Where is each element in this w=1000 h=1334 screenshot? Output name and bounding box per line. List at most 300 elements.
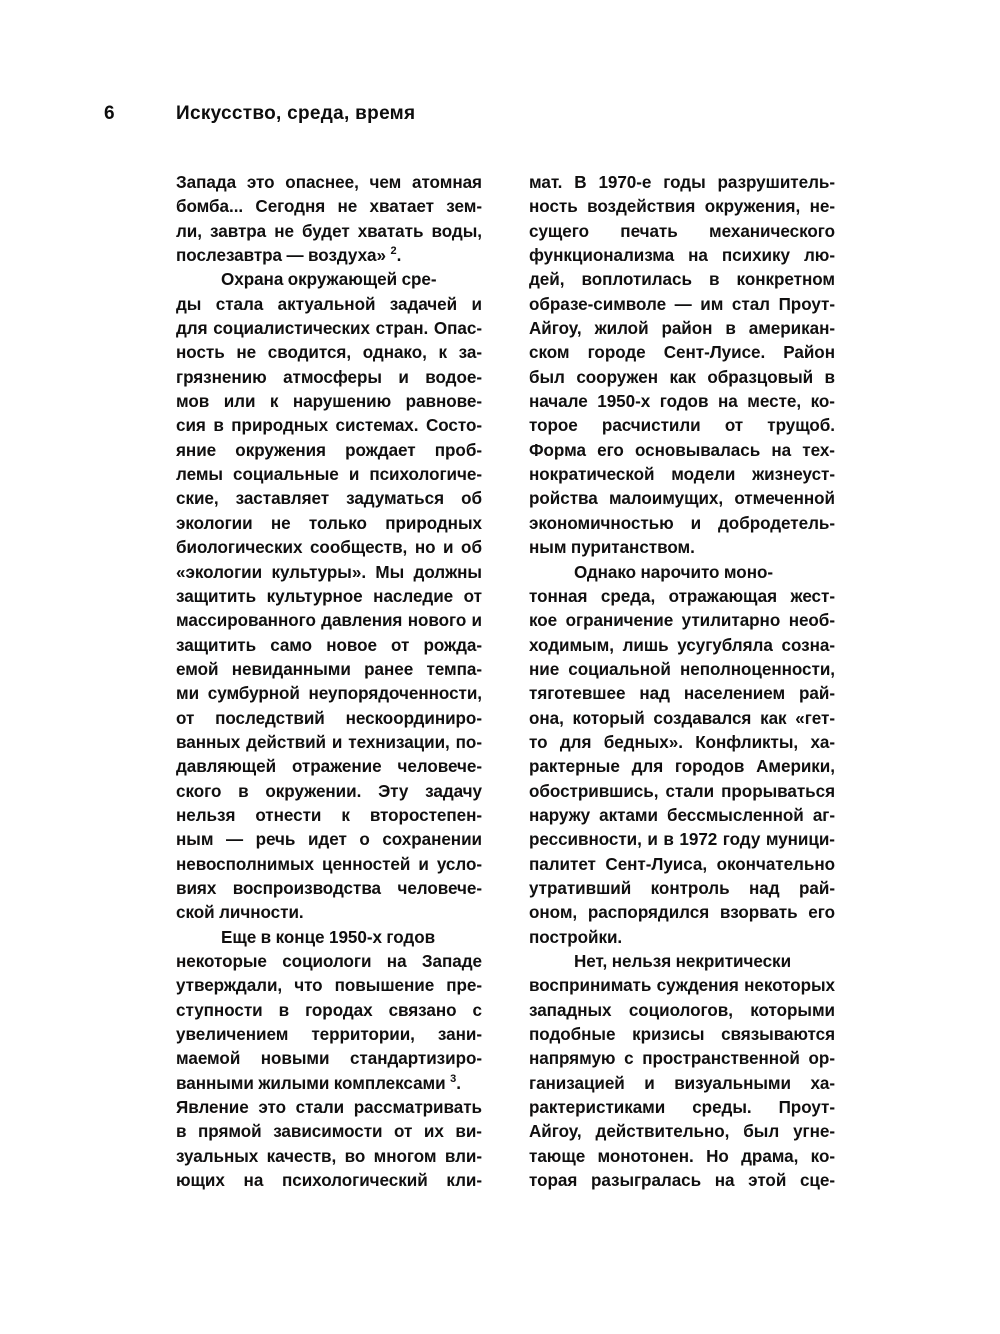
word: от — [391, 635, 410, 655]
word: бессмысленной — [667, 805, 804, 825]
word: ли, — [176, 221, 202, 241]
word: Сегодня — [255, 197, 326, 217]
word: связано — [388, 1000, 457, 1020]
word: сохранении — [382, 830, 482, 850]
text-line — [176, 658, 482, 682]
word: тающе — [529, 1146, 586, 1166]
word: тяготевшее — [529, 684, 626, 704]
word: ганизацией — [529, 1073, 625, 1093]
word: актуальной — [277, 294, 376, 314]
word: Запада — [176, 173, 237, 192]
text-line — [176, 1023, 482, 1047]
word: рактеристиками — [529, 1098, 666, 1118]
word: кризисы — [632, 1025, 705, 1045]
word: психологический — [281, 1171, 428, 1191]
word: Явление — [176, 1098, 249, 1118]
word: некоторые — [176, 952, 267, 971]
word: оном, — [529, 903, 578, 923]
word: экологии — [176, 513, 253, 533]
word: отражение — [291, 757, 382, 777]
word: или — [223, 392, 256, 412]
word: и — [331, 732, 343, 752]
word: городе — [587, 343, 646, 363]
running-head — [0, 100, 1000, 132]
text-line: ванными жилыми комплексами $^3$. — [176, 1072, 461, 1093]
word: что — [294, 976, 323, 996]
word: на — [243, 1171, 264, 1191]
word: Сент-Луиса, — [605, 854, 708, 874]
text-line — [529, 341, 835, 365]
word: на — [717, 392, 738, 412]
text-line — [176, 1169, 482, 1193]
text-line — [176, 804, 482, 828]
text-line — [529, 1072, 835, 1096]
word: только — [308, 513, 367, 533]
word: атмосферы — [283, 367, 382, 387]
word: торая — [529, 1171, 578, 1191]
text-line — [176, 536, 482, 560]
word: зуальных — [176, 1146, 259, 1166]
word: его — [808, 903, 835, 923]
word: не — [270, 513, 291, 533]
text-line — [176, 755, 482, 779]
word: образе-символе — [529, 294, 667, 314]
word: взорвать — [719, 903, 798, 923]
word: прямой — [198, 1122, 262, 1142]
word: ность — [529, 197, 578, 217]
word: их — [423, 1122, 444, 1142]
text-line — [176, 950, 482, 974]
word: ха- — [810, 1073, 835, 1093]
word: ор- — [808, 1049, 835, 1069]
text-line — [176, 293, 482, 317]
word: и — [647, 830, 658, 850]
word: человече- — [397, 757, 482, 777]
word: задуматься — [346, 489, 445, 509]
text-line — [529, 244, 835, 268]
paragraph — [529, 561, 835, 951]
text-line: Однако нарочито моно- — [574, 562, 774, 582]
word: новое — [326, 635, 377, 655]
paragraph-continued — [529, 171, 835, 561]
word: рактерные — [529, 757, 620, 777]
word: ко- — [810, 1146, 835, 1166]
word: и — [418, 854, 429, 874]
text-line: ской личности. — [176, 903, 304, 923]
word: действительно, — [595, 1122, 730, 1142]
word: — — [674, 294, 692, 314]
word: на — [386, 952, 407, 971]
word: будет — [301, 221, 350, 241]
text-line — [176, 439, 482, 463]
word: культурное — [266, 586, 363, 606]
word: речь — [255, 830, 296, 850]
word: зем- — [446, 197, 482, 217]
word: к — [438, 343, 447, 363]
word: Эту — [378, 781, 409, 801]
word: усло- — [436, 854, 482, 874]
text-line — [529, 901, 835, 925]
word: пространственной — [642, 1049, 800, 1069]
text-column-right — [529, 171, 835, 1193]
text-line — [176, 512, 482, 536]
word: утверждали, — [176, 976, 283, 996]
word: психологиче- — [369, 465, 482, 485]
text-line: послезавтра — воздуха» $^2$. — [176, 245, 402, 266]
text-line — [529, 293, 835, 317]
text-line — [176, 195, 482, 219]
text-line — [176, 780, 482, 804]
text-line — [176, 1047, 482, 1071]
word: нового — [407, 611, 467, 631]
word: воплотилась — [581, 270, 692, 290]
word: годы — [663, 173, 706, 192]
word: расчистили — [601, 416, 701, 436]
text-line — [529, 414, 835, 438]
word: который — [572, 708, 645, 728]
word: в — [663, 830, 674, 850]
word: вли- — [444, 1146, 482, 1166]
footnote-marker: 2 — [390, 245, 397, 258]
word: суждения — [656, 976, 739, 996]
word: качеств, — [266, 1146, 337, 1166]
word: район — [661, 319, 713, 339]
word: чем — [369, 173, 402, 192]
text-line: постройки. — [529, 927, 623, 947]
word: начале — [529, 392, 588, 412]
word: она, — [529, 708, 564, 728]
word: для — [559, 732, 592, 752]
word: жилой — [594, 319, 649, 339]
text-line — [529, 828, 835, 852]
text-line — [529, 974, 835, 998]
word: конкретном — [736, 270, 835, 290]
text-line — [529, 268, 835, 292]
word: году — [722, 830, 761, 850]
paragraph-continued — [176, 171, 482, 268]
text-line — [529, 195, 835, 219]
word: стал — [731, 294, 770, 314]
word: от — [463, 586, 482, 606]
text-line — [529, 1120, 835, 1144]
word: и — [690, 513, 702, 533]
word: должны — [413, 562, 482, 582]
word: на — [771, 440, 792, 460]
word: американ- — [748, 319, 835, 339]
text-line: Нет, нельзя некритически — [574, 952, 792, 971]
word: кли- — [446, 1171, 482, 1191]
word: системах. — [335, 416, 419, 436]
text-line — [176, 171, 482, 195]
word: территории, — [311, 1025, 415, 1045]
word: и — [398, 367, 409, 387]
text-line — [176, 707, 482, 731]
word: Америки, — [756, 757, 835, 777]
word: кое — [529, 611, 558, 631]
word: грязнению — [176, 367, 267, 387]
word: им — [700, 294, 724, 314]
word: нарушению — [292, 392, 392, 412]
word: невиданными — [231, 659, 351, 679]
word: обострившись, — [529, 781, 659, 801]
word: 1970-е — [598, 173, 652, 192]
word: к — [341, 805, 350, 825]
word: давления — [321, 611, 403, 631]
text-line — [529, 609, 835, 633]
word: маемой — [176, 1049, 241, 1069]
word: воздействия — [587, 197, 696, 217]
word: образцовый — [707, 367, 814, 387]
text-line — [176, 828, 482, 852]
page-number: 6 — [104, 103, 115, 124]
word: в — [278, 1000, 290, 1020]
word: утилитарно — [681, 611, 781, 631]
word: ступности — [176, 1000, 263, 1020]
word: это — [246, 173, 275, 192]
word: над — [639, 684, 670, 704]
word: на — [714, 1171, 735, 1191]
text-line — [176, 487, 482, 511]
word: его — [597, 440, 624, 460]
word: «экологии — [176, 562, 263, 582]
text-line — [529, 682, 835, 706]
word: городах — [305, 1000, 373, 1020]
word: социальной — [568, 659, 671, 679]
text-line — [529, 804, 835, 828]
word: ха- — [810, 732, 835, 752]
word: Опас- — [433, 319, 482, 339]
word: лю- — [803, 246, 835, 266]
word: Проут- — [778, 294, 835, 314]
word: экономичностью — [529, 513, 674, 533]
word: проб- — [434, 440, 482, 460]
word: воды, — [431, 221, 482, 241]
word: и — [471, 294, 482, 314]
word: отнести — [255, 805, 322, 825]
word: защитить — [176, 635, 257, 655]
word: к — [269, 392, 279, 412]
word: ванных — [176, 732, 241, 752]
word: был — [743, 1122, 780, 1142]
text-line — [529, 877, 835, 901]
word: окончательно — [716, 854, 835, 874]
word: и — [348, 465, 360, 485]
word: биологических — [176, 538, 303, 558]
text-line — [529, 999, 835, 1023]
word: сце- — [799, 1171, 835, 1191]
word: ского — [176, 781, 222, 801]
word: второстепен- — [369, 805, 482, 825]
word: 1950-х — [597, 392, 651, 412]
word: наследие — [373, 586, 454, 606]
word: печать — [620, 221, 678, 241]
word: об — [461, 489, 482, 509]
word: рай- — [799, 878, 835, 898]
word: которыми — [750, 1000, 835, 1020]
word: окружения, — [704, 197, 801, 217]
text-line — [529, 487, 835, 511]
text-line — [529, 1023, 835, 1047]
word: лемы — [176, 465, 223, 485]
text-line — [176, 634, 482, 658]
text-line — [176, 682, 482, 706]
word: западных — [529, 1000, 612, 1020]
word: над — [749, 878, 780, 898]
word: созна- — [781, 635, 835, 655]
text-line — [176, 561, 482, 585]
word: увеличением — [176, 1025, 289, 1045]
word: жест- — [790, 586, 835, 606]
word: Айгоу, — [529, 1122, 582, 1142]
text-line: ным пуританством. — [529, 538, 695, 558]
text-line — [176, 317, 482, 341]
text-line — [529, 512, 835, 536]
word: атомная — [412, 173, 482, 192]
word: монотонен. — [597, 1146, 694, 1166]
word: мов — [176, 392, 210, 412]
word: хватает — [369, 197, 434, 217]
word: ми — [176, 684, 200, 704]
word: но — [414, 538, 436, 558]
word: воспроизводства — [232, 878, 382, 898]
word: темпа- — [426, 659, 482, 679]
word: нельзя — [176, 805, 236, 825]
word: рождает — [345, 440, 416, 460]
text-line — [529, 1096, 835, 1120]
text-line — [176, 414, 482, 438]
word: давляющей — [176, 757, 277, 777]
word: ранее — [364, 659, 414, 679]
text-line — [176, 974, 482, 998]
word: был — [529, 367, 565, 387]
word: ви- — [455, 1122, 482, 1142]
word: ным — [176, 830, 214, 850]
paragraph — [176, 926, 482, 1194]
word: социологов, — [628, 1000, 733, 1020]
text-line — [176, 220, 482, 244]
word: неполноценности, — [679, 659, 835, 679]
word: зависимости — [273, 1122, 383, 1142]
word: этой — [748, 1171, 787, 1191]
text-column-left — [176, 171, 482, 1193]
word: в — [213, 416, 224, 436]
word: заставляет — [235, 489, 330, 509]
word: механического — [709, 221, 835, 241]
word: напрямую — [529, 1049, 616, 1069]
word: как — [760, 708, 787, 728]
word: среды. — [692, 1098, 752, 1118]
word: с — [472, 1000, 482, 1020]
word: функционализма — [529, 246, 675, 266]
word: «гет- — [795, 708, 835, 728]
word: от — [394, 1122, 413, 1142]
word: от — [176, 708, 195, 728]
word: действий — [246, 732, 327, 752]
word: модели — [671, 465, 736, 485]
word: нескоординиро- — [345, 708, 482, 728]
word: о — [359, 830, 370, 850]
word: рожда- — [423, 635, 482, 655]
word: Айгоу, — [529, 319, 582, 339]
word: Состо- — [425, 416, 482, 436]
word: визуальными — [674, 1073, 791, 1093]
word: однако, — [362, 343, 427, 363]
word: Конфликты, — [695, 732, 799, 752]
word: само — [270, 635, 313, 655]
word: В — [574, 173, 587, 192]
word: новыми — [260, 1049, 330, 1069]
word: торое — [529, 416, 578, 436]
word: окружении. — [265, 781, 362, 801]
word: дей, — [529, 270, 565, 290]
word: стала — [215, 294, 264, 314]
word: Форма — [529, 440, 586, 460]
word: задачу — [425, 781, 482, 801]
text-line — [529, 731, 835, 755]
word: не — [274, 221, 294, 241]
word: равнове- — [405, 392, 482, 412]
word: рессивности, — [529, 830, 642, 850]
word: зани- — [437, 1025, 482, 1045]
word: неупорядоченности, — [308, 684, 482, 704]
word: утративший — [529, 878, 632, 898]
paragraph — [529, 950, 835, 1193]
word: 1972 — [679, 830, 718, 850]
text-line — [176, 463, 482, 487]
word: психику — [721, 246, 790, 266]
word: жизнеуст- — [752, 465, 835, 485]
word: завтра — [210, 221, 267, 241]
word: опаснее, — [285, 173, 359, 192]
text-line — [529, 585, 835, 609]
word: ды — [176, 294, 202, 314]
word: и — [471, 611, 482, 631]
word: в — [176, 1122, 187, 1142]
word: многом — [373, 1146, 437, 1166]
word: населением — [683, 684, 786, 704]
word: Проут- — [778, 1098, 835, 1118]
word: тонная — [529, 586, 588, 606]
word: воспринимать — [529, 976, 652, 996]
word: аг- — [812, 805, 835, 825]
word: об — [461, 538, 482, 558]
text-line — [529, 1047, 835, 1071]
word: малоимущих, — [608, 489, 724, 509]
word: ройства — [529, 489, 598, 509]
word: по- — [455, 732, 482, 752]
word: стран. — [375, 319, 429, 339]
word: с — [624, 1049, 634, 1069]
word: годов — [659, 392, 709, 412]
text-line — [529, 439, 835, 463]
word: массированного — [176, 611, 316, 631]
text-line — [176, 1096, 482, 1120]
word: трущоб. — [767, 416, 835, 436]
word: в — [238, 781, 249, 801]
word: на — [688, 246, 708, 266]
paragraph — [176, 268, 482, 925]
footnote-marker: 3 — [450, 1072, 457, 1085]
word: отражающая — [668, 586, 778, 606]
word: ограничение — [565, 611, 674, 631]
word: технизации, — [348, 732, 450, 752]
word: задачей — [389, 294, 458, 314]
word: водое- — [425, 367, 482, 387]
text-line — [176, 853, 482, 877]
word: идет — [307, 830, 347, 850]
word: распорядился — [587, 903, 710, 923]
text-line — [529, 780, 835, 804]
